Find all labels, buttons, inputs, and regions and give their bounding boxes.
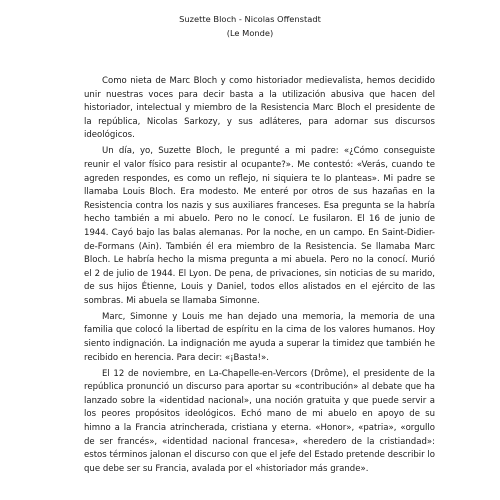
paragraph: Como nieta de Marc Bloch y como historiador medievalista, hemos decidido unir nuestras voces para decir basta a la utilización abusiva que hacen del historiador, intelectual y miembro de la Resistencia Marc Bloch el presidente de la república, Nicolas Sarkozy, y sus adláteres, para adornar sus discursos ideológicos. [84,76,435,141]
authors-line: Suzette Bloch - Nicolas Offenstadt [179,14,321,24]
paragraph: Un día, yo, Suzette Bloch, le pregunté a mi padre: «¿Cómo conseguiste reunir el valor físico para resistir al ocupante?». Me contestó: «Verás, cuando te agreden respondes, es como un reflejo, ni siquiera te lo planteas». Mi padre se llamaba Louis Bloch. Era modesto. Me enteré por otros de sus hazañas en la Resistencia contra los nazis y sus auxiliares franceses. Esa pregunta se la habría hecho también a mi abuelo. Pero no le conocí. Le fusilaron. El 16 de junio de 1944. Cayó bajo las balas alemanas. Por la noche, en un campo. En Saint-Didier-de-Formans (Ain). También él era miembro de la Resistencia. Se llamaba Marc Bloch. Le habría hecho la misma pregunta a mi abuela. Pero no la conocí. Murió el 2 de julio de 1944. El Lyon. De pena, de privaciones, sin noticias de su marido, de sus hijos Étienne, Louis y Daniel, todos ellos alistados en el ejército de las sombras. Mi abuela se llamaba Simonne. [84,146,435,306]
document-header [0,12,500,40]
paragraph: Marc, Simonne y Louis me han dejado una memoria, la memoria de una familia que colocó la libertad de espíritu en la cima de los valores humanos. Hoy siento indignación. La indignación me ayuda a superar la timidez que también he recibido en herencia. Para decir: «¡Basta!». [84,311,435,363]
paragraph: El 12 de noviembre, en La-Chapelle-en-Vercors (Drôme), el presidente de la república pronunció un discurso para aportar su «contribución» al debate que ha lanzado sobre la «identidad nacional», una noción gratuita y que puede servir a los peores propósitos ideológicos. Echó mano de mi abuelo en apoyo de su himno a la Francia atrincherada, cristiana y eterna. «Honor», «patria», «orgullo de ser francés», «identidad nacional francesa», «heredero de la cristiandad»: estos términos jalonan el discurso con que el jefe del Estado pretende describir lo que debe ser su Francia, avalada por el «historiador más grande». [84,368,435,474]
article-body [84,75,435,479]
source-line: (Le Monde) [226,28,274,38]
